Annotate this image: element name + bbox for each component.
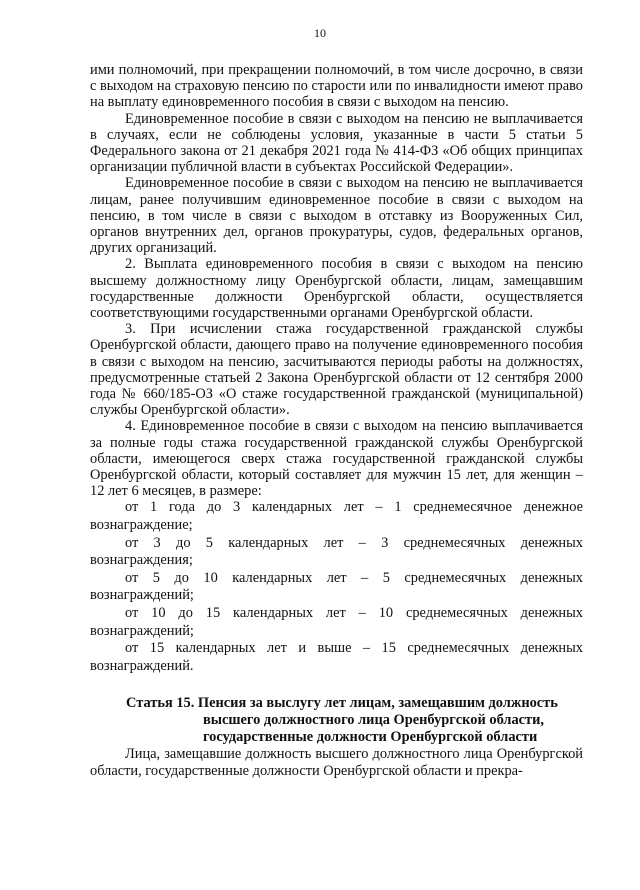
range-item-15-plus: от 15 календарных лет и выше – 15 среднемесячных денежных вознаграждений. [90,640,583,674]
paragraph-exception-conditions: Единовременное пособие в связи с выходом на пенсию не выплачивается в случаях, если не соблюдены условия, указанные в части 5 статьи 5 Федерального закона от 21 декабря 2021 года № 414-ФЗ «Об общих принципах организации публичной власти в субъектах Российской Федерации». [90,110,583,176]
article-15-heading-line3: государственные должности Оренбургской области [203,729,538,746]
article-15-body: Лица, замещавшие должность высшего должностного лица Оренбургской области, государственные должности Оренбургской области и прекра- [90,746,583,779]
paragraph-item-2: 2. Выплата единовременного пособия в связи с выходом на пенсию высшему должностному лицу Оренбургской области, лицам, замещавшим государственные должности Оренбургской области, осуществляется соответствующими государственными органами Оренбургской области. [90,256,583,322]
paragraph-item-3: 3. При исчислении стажа государственной гражданской службы Оренбургской области, дающего право на получение единовременного пособия в связи с выходом на пенсию, засчитываются периоды работы на должностях, предусмотренные статьей 2 Закона Оренбургской области от 12 сентября 2000 года № 660/185-ОЗ «О стаже государственной гражданской (муниципальной) службы Оренбургской области». [90,321,583,419]
article-15-heading-line1: Статья 15. Пенсия за выслугу лет лицам, замещавшим должность [126,695,558,712]
article-15-heading [90,695,583,746]
range-item-1-3: от 1 года до 3 календарных лет – 1 среднемесячное денежное вознаграждение; [90,499,583,534]
paragraph-item-4: 4. Единовременное пособие в связи с выходом на пенсию выплачивается за полные годы стажа государственной гражданской службы Оренбургской области, имеющегося сверх стажа государственной гражданской службы Оренбургской области, который составляет для мужчин 15 лет, для женщин – 12 лет 6 месяцев, в размере: [90,418,583,500]
document-body [90,62,583,779]
paragraph-continuation: ими полномочий, при прекращении полномочий, в том числе досрочно, в связи с выходом на страховую пенсию по старости или по инвалидности имеют право на выплату единовременного пособия в связи с выходом на пенсию. [90,62,583,111]
range-item-5-10: от 5 до 10 календарных лет – 5 среднемесячных денежных вознаграждений; [90,569,583,604]
paragraph-exception-prior-recipients: Единовременное пособие в связи с выходом на пенсию не выплачивается лицам, ранее получившим единовременное пособие в связи с выходом на пенсию, в том числе в связи с выходом в отставку из Вооруженных Сил, органов внутренних дел, органов прокуратуры, судов, федеральных органов, других организаций. [90,175,583,257]
page-number: 10 [314,26,326,40]
range-item-3-5: от 3 до 5 календарных лет – 3 среднемесячных денежных вознаграждения; [90,534,583,569]
article-15-heading-line2: высшего должностного лица Оренбургской области, [203,712,545,729]
range-item-10-15: от 10 до 15 календарных лет – 10 среднемесячных денежных вознаграждений; [90,605,583,639]
